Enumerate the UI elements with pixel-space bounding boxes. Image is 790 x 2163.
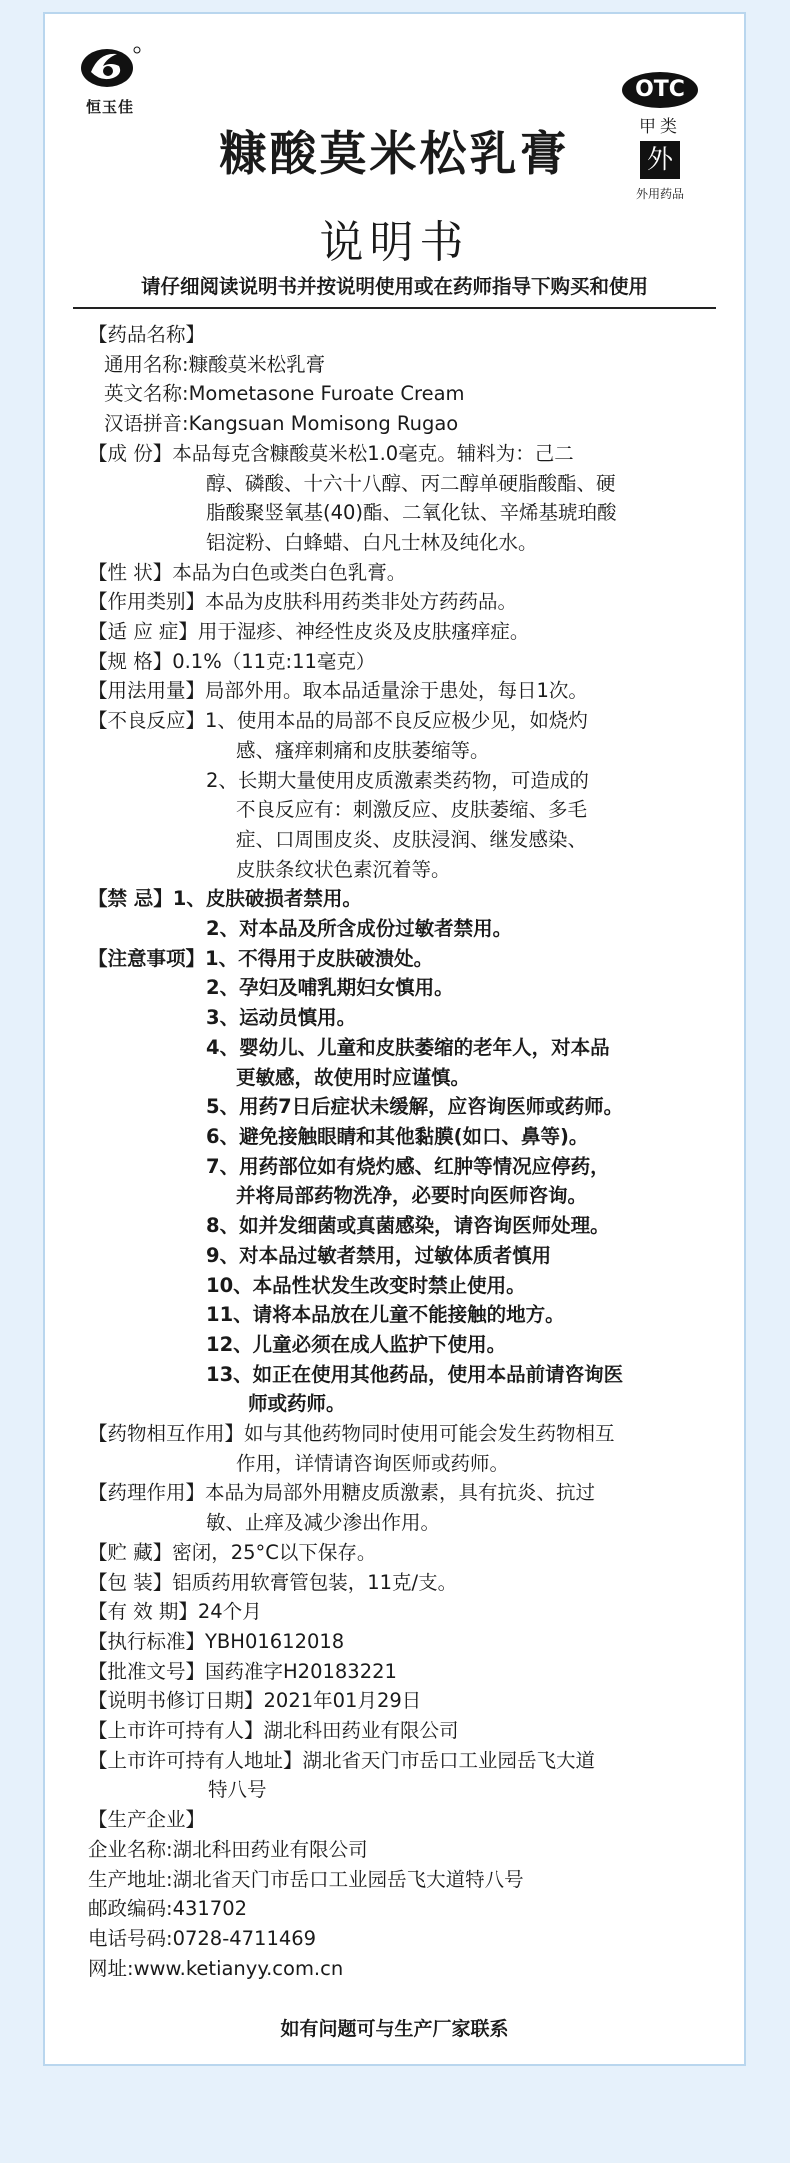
leaflet-line: 【有 效 期】24个月 [88, 1600, 262, 1624]
brand-logo [73, 44, 147, 117]
leaflet-line: 5、用药7日后症状未缓解，应咨询医师或药师。 [206, 1095, 624, 1119]
leaflet-line: 9、对本品过敏者禁用，过敏体质者慎用 [206, 1243, 552, 1267]
leaflet-line: 通用名称:糠酸莫米松乳膏 [104, 352, 326, 376]
leaflet-line: 【批准文号】国药准字H20183221 [88, 1659, 397, 1683]
leaflet-line: 【包 装】铝质药用软膏管包装，11克/支。 [88, 1570, 458, 1594]
leaflet-line: 【成 份】本品每克含糠酸莫米松1.0毫克。辅料为：己二 [88, 441, 574, 465]
external-use-badge: 外 [640, 141, 680, 179]
otc-mark [620, 72, 700, 202]
brand-name: 恒玉佳 [85, 98, 134, 116]
leaflet-line: 2、长期大量使用皮质激素类药物，可造成的 [206, 768, 589, 792]
leaflet-line: 作用，详情请咨询医师或药师。 [236, 1451, 510, 1475]
leaflet-line: 症、口周围皮炎、皮肤浸润、继发感染、 [236, 827, 588, 851]
leaflet-line: 【用法用量】局部外用。取本品适量涂于患处，每日1次。 [88, 679, 588, 703]
leaflet-line: 13、如正在使用其他药品，使用本品前请咨询医 [206, 1362, 624, 1386]
brand-logo-icon [77, 44, 143, 90]
leaflet-line: 【禁 忌】1、皮肤破损者禁用。 [88, 887, 362, 911]
leaflet-line: 汉语拼音:Kangsuan Momisong Rugao [104, 412, 459, 436]
leaflet-line: 脂酸聚竖氧基(40)酯、二氧化钛、辛烯基琥珀酸 [206, 501, 617, 525]
drug-title: 糠酸莫米松乳膏 [219, 127, 570, 182]
leaflet-line: 生产地址:湖北省天门市岳口工业园岳飞大道特八号 [88, 1867, 524, 1891]
leaflet-body [88, 320, 728, 1983]
leaflet-line: 更敏感，故使用时应谨慎。 [236, 1065, 471, 1089]
leaflet-line: 【上市许可持有人】湖北科田药业有限公司 [88, 1719, 459, 1743]
leaflet-line: 特八号 [208, 1778, 267, 1802]
leaflet-line: 2、孕妇及哺乳期妇女慎用。 [206, 976, 454, 1000]
leaflet-line: 【执行标准】YBH01612018 [88, 1629, 345, 1653]
contact-footer: 如有问题可与生产厂家联系 [280, 2018, 509, 2040]
leaflet-sheet [43, 12, 746, 2066]
leaflet-line: 3、运动员慎用。 [206, 1006, 357, 1030]
leaflet-line: 6、避免接触眼睛和其他黏膜(如口、鼻等)。 [206, 1124, 589, 1148]
leaflet-line: 感、瘙痒刺痛和皮肤萎缩等。 [236, 738, 490, 762]
leaflet-line: 7、用药部位如有烧灼感、红肿等情况应停药， [206, 1154, 610, 1178]
leaflet-line: 【贮 藏】密闭，25°C以下保存。 [88, 1540, 377, 1564]
otc-badge: OTC [622, 72, 698, 108]
leaflet-line: 【药品名称】 [88, 323, 206, 346]
leaflet-line: 2、对本品及所含成份过敏者禁用。 [206, 917, 513, 941]
leaflet-line: 【注意事项】1、不得用于皮肤破溃处。 [88, 946, 434, 970]
leaflet-line: 11、请将本品放在儿童不能接触的地方。 [206, 1303, 565, 1327]
leaflet-line: 【生产企业】 [88, 1808, 206, 1832]
leaflet-line: 师或药师。 [248, 1392, 346, 1416]
leaflet-line: 8、如并发细菌或真菌感染，请咨询医师处理。 [206, 1214, 610, 1238]
leaflet-line: 电话号码:0728-4711469 [88, 1926, 317, 1950]
leaflet-line: 12、儿童必须在成人监护下使用。 [206, 1332, 507, 1356]
leaflet-line: 【说明书修订日期】2021年01月29日 [88, 1689, 422, 1713]
leaflet-line: 【规 格】0.1%（11克:11毫克） [88, 649, 376, 673]
leaflet-line: 醇、磷酸、十六十八醇、丙二醇单硬脂酸酯、硬 [206, 471, 616, 495]
leaflet-line: 敏、止痒及减少渗出作用。 [206, 1511, 441, 1535]
external-use-caption: 外用药品 [635, 187, 684, 201]
leaflet-line: 【作用类别】本品为皮肤科用药类非处方药药品。 [88, 590, 518, 614]
leaflet-line: 【适 应 症】用于湿疹、神经性皮炎及皮肤瘙痒症。 [88, 620, 530, 644]
otc-class-label: 甲类 [639, 117, 681, 137]
leaflet-line: 【药理作用】本品为局部外用糖皮质激素，具有抗炎、抗过 [88, 1481, 596, 1505]
leaflet-line: 不良反应有：刺激反应、皮肤萎缩、多毛 [236, 798, 588, 822]
leaflet-line: 【不良反应】1、使用本品的局部不良反应极少见，如烧灼 [88, 709, 588, 733]
leaflet-line: 【药物相互作用】如与其他药物同时使用可能会发生药物相互 [88, 1422, 615, 1446]
document-subtitle: 说明书 [319, 217, 470, 268]
reading-notice: 请仔细阅读说明书并按说明使用或在药师指导下购买和使用 [73, 271, 716, 309]
leaflet-line: 邮政编码:431702 [88, 1897, 248, 1921]
leaflet-line: 10、本品性状发生改变时禁止使用。 [206, 1273, 526, 1297]
leaflet-line: 【上市许可持有人地址】湖北省天门市岳口工业园岳飞大道 [88, 1748, 596, 1772]
leaflet-line: 【性 状】本品为白色或类白色乳膏。 [88, 560, 407, 584]
leaflet-line: 皮肤条纹状色素沉着等。 [236, 857, 451, 881]
leaflet-line: 铝淀粉、白蜂蜡、白凡士林及纯化水。 [206, 530, 538, 554]
leaflet-line: 网址:www.ketianyy.com.cn [88, 1956, 344, 1980]
leaflet-line: 企业名称:湖北科田药业有限公司 [88, 1837, 368, 1861]
leaflet-line: 4、婴幼儿、儿童和皮肤萎缩的老年人，对本品 [206, 1035, 610, 1059]
leaflet-line: 并将局部药物洗净，必要时向医师咨询。 [236, 1184, 588, 1208]
leaflet-line: 英文名称:Mometasone Furoate Cream [104, 382, 465, 406]
